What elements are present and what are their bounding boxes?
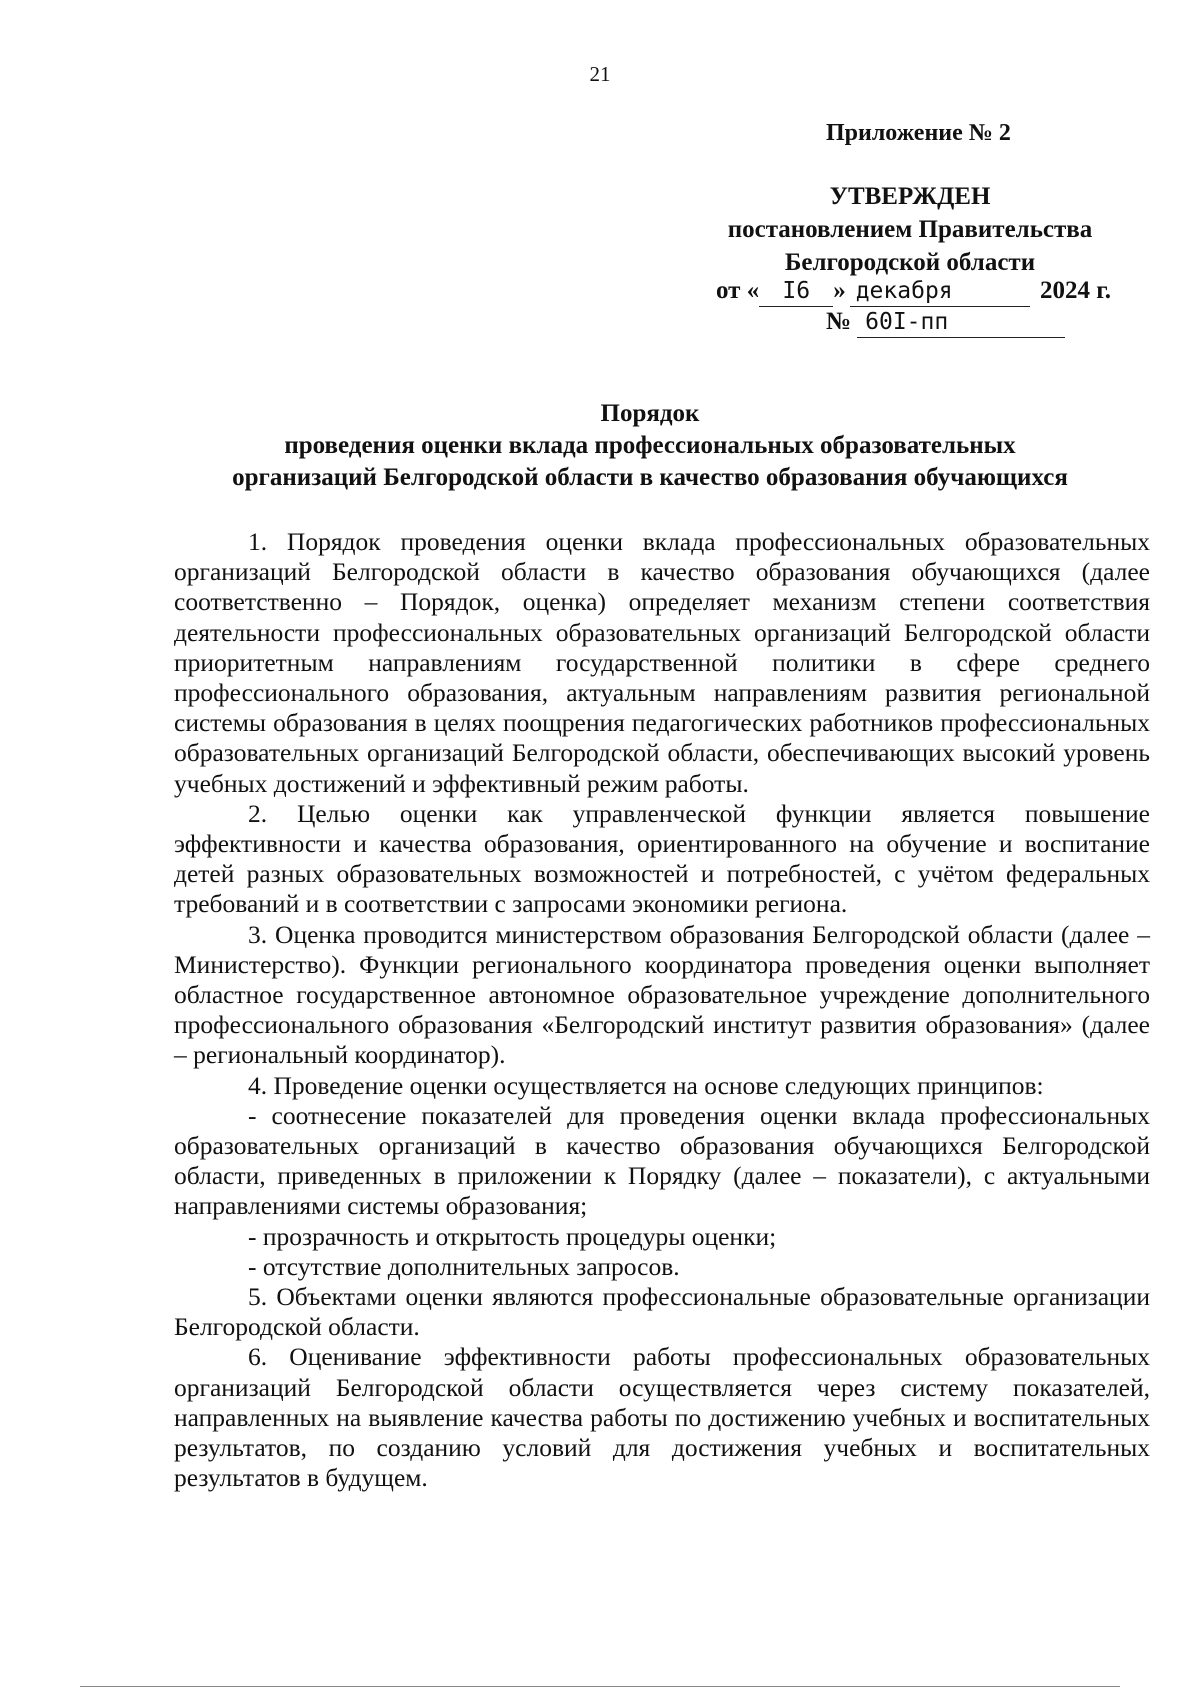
title-line-1: Порядок bbox=[600, 400, 700, 427]
approval-date-line bbox=[716, 277, 1146, 307]
title-line-2: проведения оценки вклада профессиональных образовательных bbox=[284, 432, 1016, 459]
approval-title: УТВЕРЖДЕН bbox=[829, 183, 991, 210]
paragraph-5: 5. Объектами оценки являются профессиональные образовательные организации Белгородской области. bbox=[174, 1282, 1150, 1342]
approval-line-1: постановлением Правительства bbox=[727, 216, 1093, 243]
principle-1: - соотнесение показателей для проведения оценки вклада профессиональных образовательных организаций в качество образования обучающихся Белгородской области, приведенных в приложении к Порядку (далее – показатели), с актуальными направлениями системы образования; bbox=[174, 1100, 1150, 1221]
paragraph-1: 1. Порядок проведения оценки вклада профессиональных образовательных организаций Белгородской области в качество образования обучающихся (далее соответственно – Порядок, оценка) определяет механизм степени соответствия деятельности профессиональных образовательных организаций Белгородской области приоритетным направлениям государственной политики в сфере среднего профессионального образования, актуальным направлениям развития региональной системы образования в целях поощрения педагогических работников профессиональных образовательных организаций Белгородской области, обеспечивающих высокий уровень учебных достижений и эффективный режим работы. bbox=[174, 527, 1150, 798]
date-prefix: от « bbox=[716, 277, 760, 304]
document-title bbox=[150, 398, 1150, 494]
number-prefix: № bbox=[826, 308, 852, 335]
page-number: 21 bbox=[589, 62, 611, 86]
principle-2: - прозрачность и открытость процедуры оценки; bbox=[248, 1221, 777, 1251]
approval-line-2: Белгородской области bbox=[784, 249, 1036, 276]
date-mid: » bbox=[833, 277, 846, 304]
date-month: декабря bbox=[850, 279, 1030, 307]
principle-3: - отсутствие дополнительных запросов. bbox=[248, 1251, 680, 1281]
document-body bbox=[174, 527, 1150, 1494]
date-year: 2024 г. bbox=[1039, 277, 1111, 304]
annex-label: Приложение № 2 bbox=[826, 120, 1011, 146]
title-line-3: организаций Белгородской области в качество образования обучающихся bbox=[232, 464, 1068, 491]
scan-edge-line bbox=[80, 1686, 1120, 1687]
paragraph-3: 3. Оценка проводится министерством образования Белгородской области (далее – Министерство). Функции регионального координатора проведения оценки выполняет областное государственное автономное образовательное учреждение дополнительного профессионального образования «Белгородский институт развития образования» (далее – региональный координатор). bbox=[174, 919, 1150, 1070]
approval-number-line bbox=[826, 308, 1065, 338]
approval-number: 60I-пп bbox=[857, 310, 1065, 338]
paragraph-2: 2. Целью оценки как управленческой функции является повышение эффективности и качества образования, ориентированного на обучение и воспитание детей разных образовательных возможностей и потребностей, с учётом федеральных требований и в соответствии с запросами экономики региона. bbox=[174, 798, 1150, 919]
approval-block bbox=[720, 180, 1100, 279]
date-day: I6 bbox=[759, 279, 833, 307]
paragraph-6: 6. Оценивание эффективности работы профессиональных образовательных организаций Белгородской области осуществляется через систему показателей, направленных на выявление качества работы по достижению учебных и воспитательных результатов, по созданию условий для достижения учебных и воспитательных результатов в будущем. bbox=[174, 1342, 1150, 1493]
paragraph-4: 4. Проведение оценки осуществляется на основе следующих принципов: bbox=[248, 1070, 1044, 1100]
